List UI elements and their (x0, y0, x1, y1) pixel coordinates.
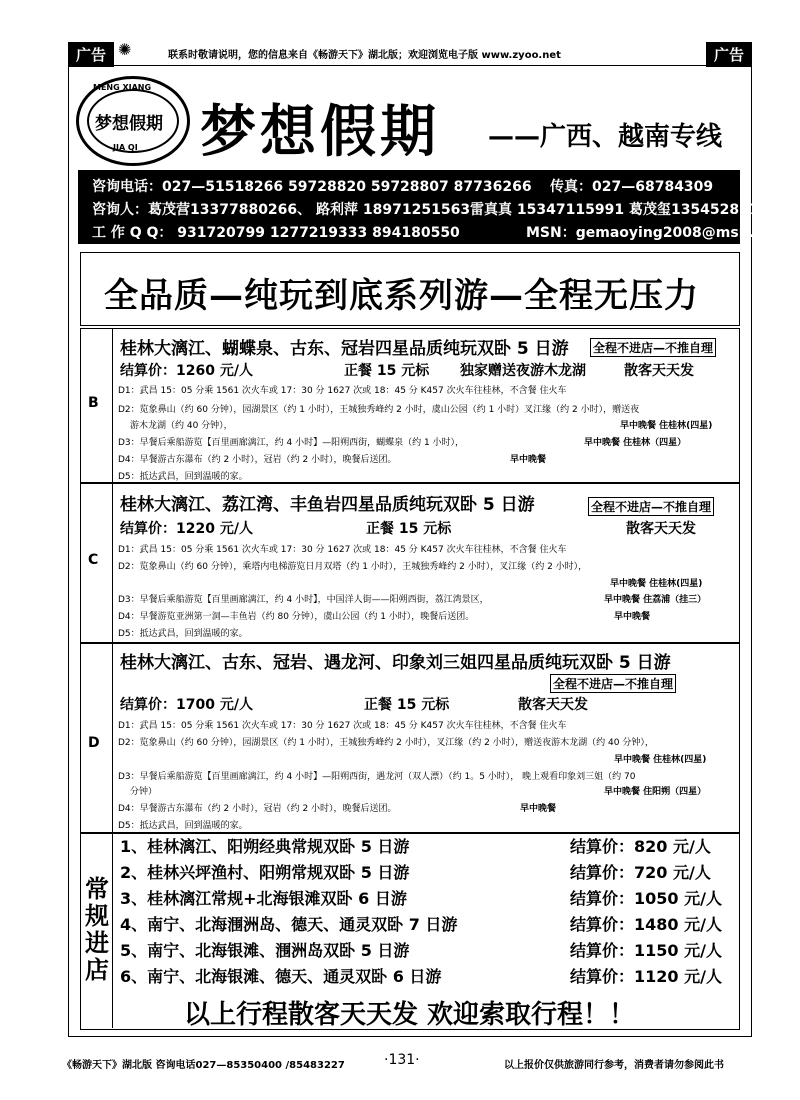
itinerary-meal: 早中晚餐 住荔浦（挂三） (604, 595, 707, 605)
route-daily: 散客天天发 (626, 521, 696, 537)
route-price: 结算价：1700 元/人 (120, 697, 253, 713)
route-meal: 正餐 15 元标 (344, 363, 430, 379)
contact-persons: 咨询人：葛茂营13377880266、 路利萍 18971251563雷真真 15347115991 葛茂玺13545282777 (92, 202, 779, 218)
route-label: D (88, 735, 100, 751)
itinerary-line: 游木龙湖（约 40 分钟）， (130, 421, 233, 431)
itinerary-line: D1：武昌 15：05 分乘 1561 次火车或 17：30 分 1627 次或 18：45 分 K457 次火车往桂林，不含餐 住火车 (118, 386, 567, 396)
route-daily: 散客天天发 (518, 697, 588, 713)
brand-logo (76, 76, 190, 166)
itinerary-meal: 早中晚餐 住桂林(四星) (614, 755, 707, 765)
route-price: 结算价：1220 元/人 (120, 521, 253, 537)
logo-text-top: MENG XIANG (93, 83, 152, 92)
itinerary-line: D3：早餐后乘船游览【百里画廊漓江，约 4 小时】，中国洋人街——阳朔西街，荔江湾景区， (118, 595, 489, 605)
logo-text-middle: 梦想假期 (95, 114, 163, 134)
brand-name: 梦想假期 (200, 99, 440, 165)
regular-item: 6、南宁、北海银滩、德天、通灵双卧 6 日游 (120, 967, 442, 986)
cta-line: 以上行程散客天天发 欢迎索取行程！！ (184, 1000, 636, 1030)
itinerary-line: D5：抵达武昌，回到温暖的家。 (118, 629, 248, 639)
regular-price: 结算价：1050 元/人 (570, 889, 722, 908)
newspaper-logo-icon: ✺ (118, 40, 132, 59)
footer-right: 以上报价仅供旅游同行参考，消费者请勿参阅此书 (504, 1060, 724, 1071)
regular-price: 结算价：1480 元/人 (570, 915, 722, 934)
itinerary-line: D5：抵达武昌，回到温暖的家。 (118, 472, 248, 482)
contact-phone: 咨询电话：027—51518266 59728820 59728807 87736266 (92, 179, 532, 195)
side-char: 规 (85, 902, 109, 930)
route-title: 桂林大漓江、荔江湾、丰鱼岩四星品质纯玩双卧 5 日游 (120, 495, 535, 515)
route-price: 结算价：1260 元/人 (120, 363, 253, 379)
itinerary-meal: 早中晚餐 (520, 804, 557, 814)
logo-text-bottom: JIA QI (113, 143, 138, 152)
side-char: 进 (85, 929, 109, 957)
itinerary-meal: 早中晚餐 住桂林（四星） (584, 438, 687, 448)
top-line: 联系时敬请说明，您的信息来自《畅游天下》湖北版；欢迎浏览电子版 www.zyoo.net (168, 50, 561, 61)
regular-item: 1、桂林漓江、阳朔经典常规双卧 5 日游 (120, 837, 410, 856)
slogan: 全品质—纯玩到底系列游—全程无压力 (104, 276, 699, 316)
itinerary-line: D4：早餐游古东瀑布（约 2 小时），冠岩（约 2 小时），晚餐后送团。 (118, 804, 397, 814)
itinerary-line: D4：早餐游览亚洲第一洞—丰鱼岩（约 80 分钟），虞山公园（约 1 小时），晚餐后送团。 (118, 612, 475, 622)
route-label: B (88, 395, 99, 411)
route-meal: 正餐 15 元标 (366, 521, 452, 537)
ad-tag-right: 广告 (706, 42, 752, 67)
no-shopping-badge: 全程不进店—不推自理 (588, 497, 714, 516)
contact-qq: 工 作 Q Q： 931720799 1277219333 894180550 (92, 225, 460, 241)
regular-price: 结算价：720 元/人 (570, 863, 711, 882)
itinerary-line: D2：览象鼻山（约 60 分钟），园湖景区（约 1 小时），王城独秀峰约 2 小时，虞山公园（约 1 小时）叉江缘（约 2 小时），赠送夜 (118, 405, 640, 415)
regular-price: 结算价：1150 元/人 (570, 941, 722, 960)
route-title: 桂林大漓江、蝴蝶泉、古东、冠岩四星品质纯玩双卧 5 日游 (120, 339, 569, 359)
page-number: ·131· (384, 1052, 420, 1068)
no-shopping-badge: 全程不进店—不推自理 (550, 674, 676, 693)
itinerary-meal: 早中晚餐 住桂林(四星) (620, 421, 713, 431)
itinerary-line: D1：武昌 15：05 分乘 1561 次火车或 17：30 分 1627 次或 18：45 分 K457 次火车往桂林，不含餐 住火车 (118, 545, 567, 555)
itinerary-line: D2：览象鼻山（约 60 分钟），乘塔内电梯游览日月双塔（约 1 小时），王城独秀峰约 2 小时），叉江缘（约 2 小时）， (118, 562, 588, 572)
itinerary-line: D3：早餐后乘船游览【百里画廊漓江，约 4 小时】—阳朔西街，蝴蝶泉（约 1 小时）， (118, 438, 465, 448)
no-shopping-badge: 全程不进店—不推自理 (590, 338, 716, 357)
regular-price: 结算价：820 元/人 (570, 837, 711, 856)
ad-tag-left: 广告 (68, 42, 114, 67)
itinerary-meal: 早中晚餐 住阳朔（四星） (604, 787, 707, 797)
itinerary-line: 分钟） (130, 787, 158, 797)
regular-item: 2、桂林兴坪渔村、阳朔常规双卧 5 日游 (120, 863, 410, 882)
itinerary-line: D3：早餐后乘船游览【百里画廊漓江，约 4 小时】—阳朔西街，遇龙河（双人漂）（约 1。5 小时）， 晚上观看印象刘三姐（约 70 (118, 772, 636, 782)
footer-left: 《畅游天下》湖北版 咨询电话027—85350400 /85483227 (62, 1060, 345, 1071)
side-char: 常 (85, 875, 109, 903)
contact-msn: MSN：gemaoying2008@msn.com (526, 225, 787, 241)
contact-block (78, 170, 787, 244)
contact-fax: 传真：027—68784309 (550, 179, 714, 195)
itinerary-meal: 早中晚餐 (510, 455, 547, 465)
regular-price: 结算价：1120 元/人 (570, 967, 722, 986)
regular-side-label (82, 876, 112, 984)
itinerary-line: D5：抵达武昌，回到温暖的家。 (118, 821, 248, 831)
regular-item: 4、南宁、北海涠洲岛、德天、通灵双卧 7 日游 (120, 915, 458, 934)
route-extra: 独家赠送夜游木龙湖 (460, 363, 586, 379)
itinerary-meal: 早中晚餐 (614, 612, 651, 622)
side-char: 店 (85, 956, 109, 984)
itinerary-line: D2：览象鼻山（约 60 分钟），园湖景区（约 1 小时），王城独秀峰约 2 小时），叉江缘（约 2 小时），赠送夜游木龙湖（约 40 分钟）， (118, 738, 654, 748)
itinerary-line: D1：武昌 15：05 分乘 1561 次火车或 17：30 分 1627 次或 18：45 分 K457 次火车往桂林，不含餐 住火车 (118, 721, 567, 731)
regular-item: 5、南宁、北海银滩、涠洲岛双卧 5 日游 (120, 941, 410, 960)
route-daily: 散客天天发 (624, 363, 694, 379)
route-title: 桂林大漓江、古东、冠岩、遇龙河、印象刘三姐四星品质纯玩双卧 5 日游 (120, 653, 671, 673)
route-meal: 正餐 15 元标 (364, 697, 450, 713)
brand-subtitle: ——广西、越南专线 (488, 122, 723, 152)
itinerary-meal: 早中晚餐 住桂林(四星) (610, 579, 703, 589)
route-label: C (88, 552, 99, 568)
itinerary-line: D4：早餐游古东瀑布（约 2 小时），冠岩（约 2 小时），晚餐后送团。 (118, 455, 397, 465)
regular-item: 3、桂林漓江常规+北海银滩双卧 6 日游 (120, 889, 407, 908)
